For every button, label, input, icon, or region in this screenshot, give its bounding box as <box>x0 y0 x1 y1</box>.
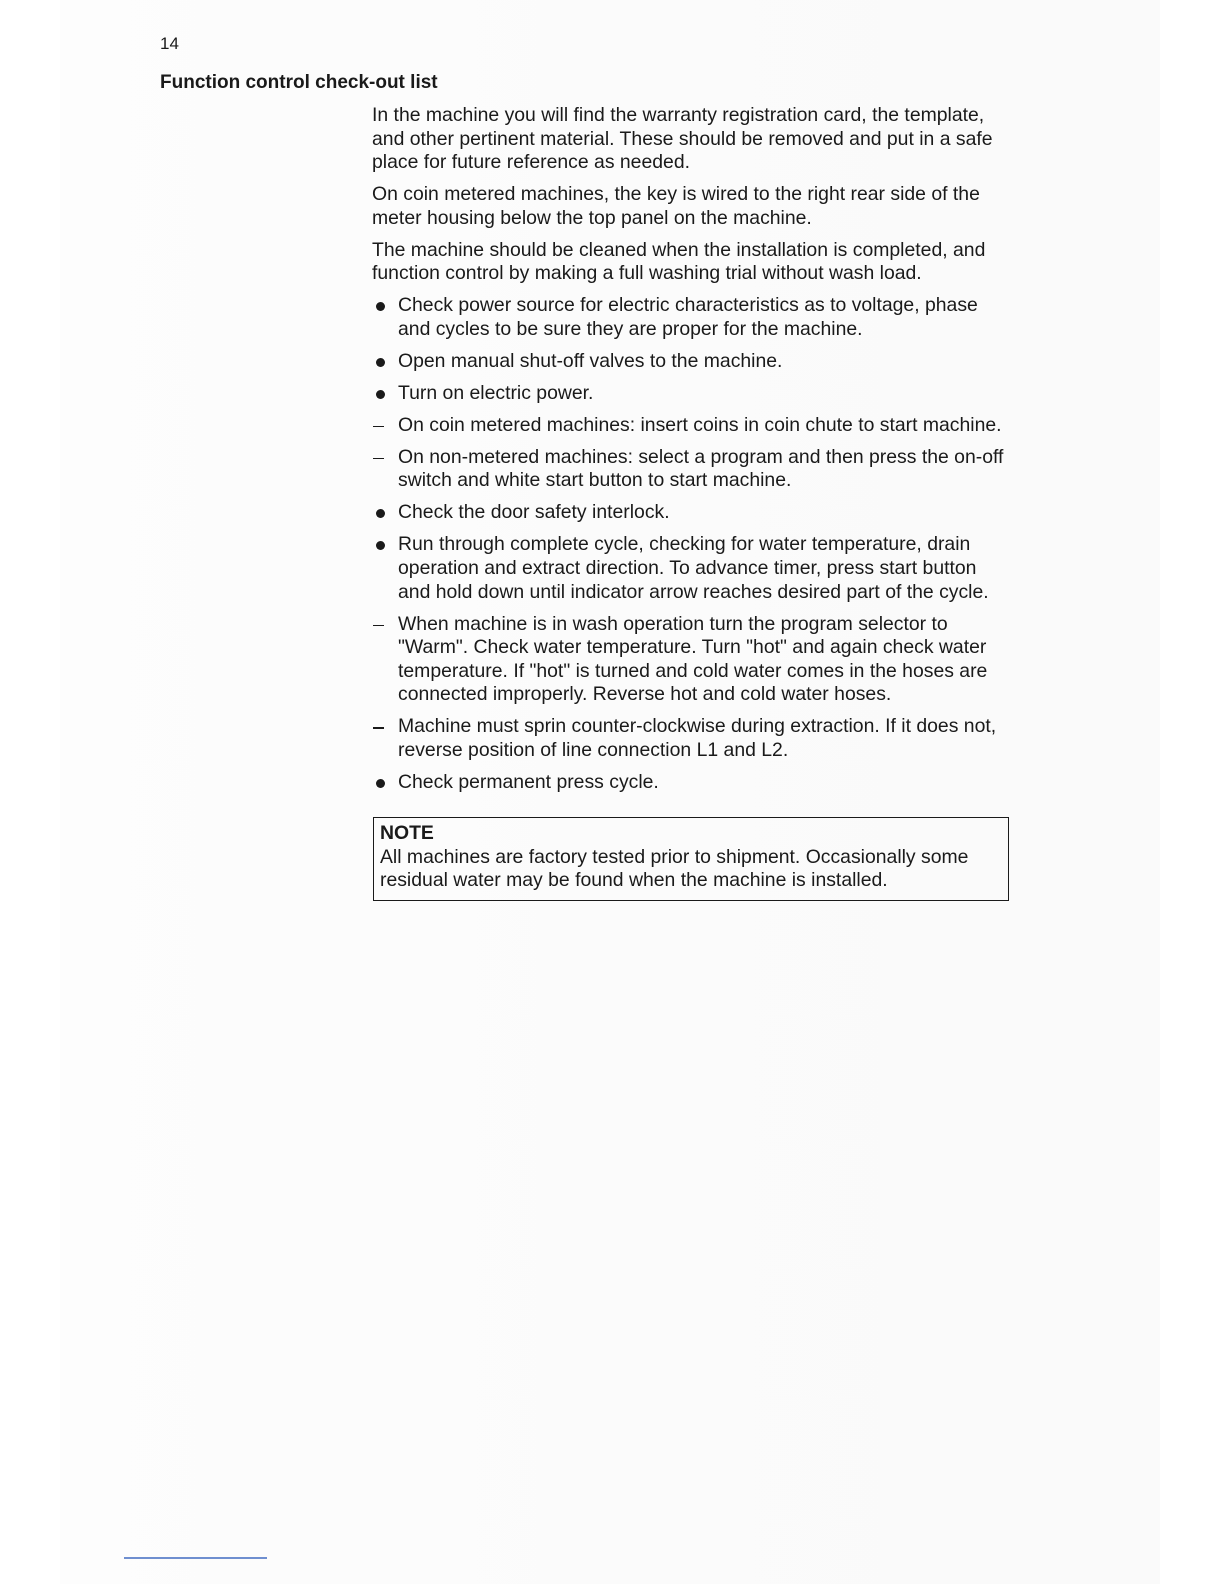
bullet-icon <box>376 390 385 399</box>
note-box <box>373 817 1009 901</box>
dash-icon <box>373 426 384 428</box>
checklist-item-text: When machine is in wash operation turn the program selector to "Warm". Check water temperature. Turn "hot" and again check water temperature. If "hot" is turned and cold water comes in the hoses are connected improperly. Reverse hot and cold water hoses. <box>398 612 988 706</box>
bullet-icon <box>376 779 385 788</box>
checklist-item-text: Open manual shut-off valves to the machine. <box>398 349 783 372</box>
checklist-item <box>372 533 1012 604</box>
checklist-item-text: Check the door safety interlock. <box>398 501 670 524</box>
dash-icon <box>373 625 384 627</box>
checklist-subitem <box>372 613 1012 707</box>
checklist-item <box>372 294 1012 341</box>
dash-icon <box>373 727 384 729</box>
checklist-item <box>372 771 1012 795</box>
checklist-item-text: Machine must sprin counter-clockwise during extraction. If it does not, reverse position of line connection L1 and L2. <box>398 715 997 761</box>
checklist-item-text: Check permanent press cycle. <box>398 770 659 793</box>
checklist-item-text: Run through complete cycle, checking for water temperature, drain operation and extract direction. To advance timer, press start button and hold down until indicator arrow reaches desired part of the cycle. <box>398 533 989 603</box>
section-title: Function control check-out list <box>160 72 438 93</box>
checklist-item <box>372 350 1012 374</box>
checklist-item-text: On coin metered machines: insert coins in coin chute to start machine. <box>398 413 1002 436</box>
page-number: 14 <box>160 34 179 53</box>
coin-key-paragraph: On coin metered machines, the key is wired to the right rear side of the meter housing below the top panel on the machine. <box>372 183 980 229</box>
checklist-item <box>372 382 1012 406</box>
note-title: NOTE <box>380 822 434 844</box>
checklist-item-text: Turn on electric power. <box>398 381 594 404</box>
bullet-icon <box>376 358 385 367</box>
checklist-subitem <box>372 414 1012 438</box>
bullet-icon <box>376 302 385 311</box>
note-text: All machines are factory tested prior to shipment. Occasionally some residual water may be found when the machine is installed. <box>380 845 969 892</box>
main-content <box>372 104 1012 803</box>
bullet-icon <box>376 509 385 518</box>
checklist-item <box>372 501 1012 525</box>
intro-paragraph: In the machine you will find the warranty registration card, the template, and other pertinent material. These should be removed and put in a safe place for future reference as needed. <box>372 104 993 174</box>
bullet-icon <box>376 541 385 550</box>
cleaning-paragraph: The machine should be cleaned when the installation is completed, and function control by making a full washing trial without wash load. <box>372 238 986 285</box>
footer-rule <box>124 1557 267 1559</box>
checklist <box>372 294 1012 794</box>
checklist-item-text: Check power source for electric characteristics as to voltage, phase and cycles to be sure they are proper for the machine. <box>398 294 978 340</box>
checklist-subitem <box>372 715 1012 762</box>
checklist-subitem <box>372 446 1012 493</box>
checklist-item-text: On non-metered machines: select a program and then press the on-off switch and white start button to start machine. <box>398 445 1004 492</box>
dash-icon <box>373 458 384 460</box>
